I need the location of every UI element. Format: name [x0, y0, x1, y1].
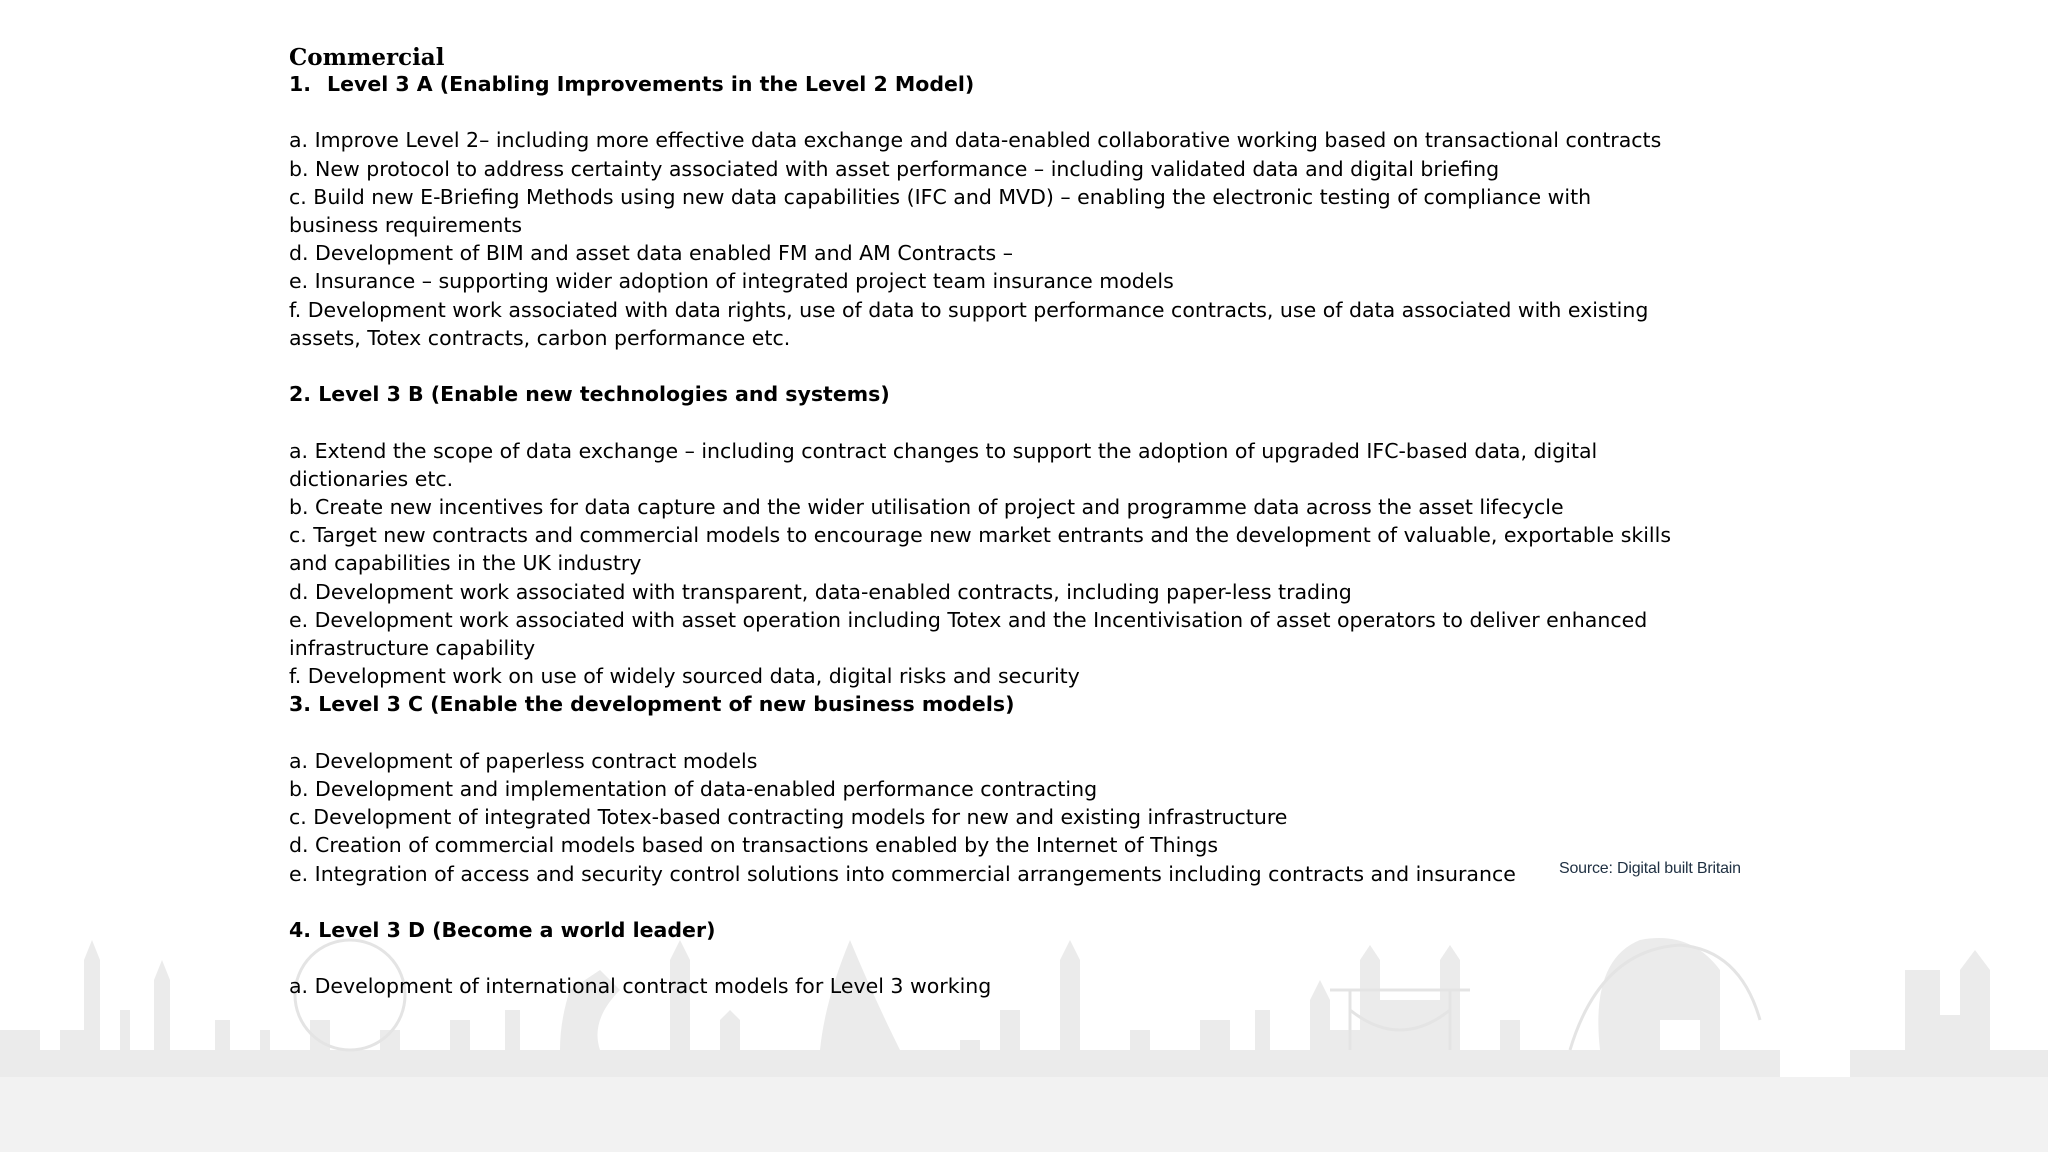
footer-band	[0, 1077, 2048, 1152]
list-item: a. Development of international contract models for Level 3 working	[289, 974, 992, 999]
spacer	[289, 408, 1629, 436]
list-item: d. Development of BIM and asset data enabled FM and AM Contracts –	[289, 241, 1013, 266]
list-item: b. Create new incentives for data capture and the wider utilisation of project and programme data across the asset lifecycle	[289, 495, 1564, 519]
list-item: a. Extend the scope of data exchange – including contract changes to support the adoption of upgraded IFC-based data, digital	[289, 438, 1598, 463]
section-heading-4: 4. Level 3 D (Become a world leader)	[289, 918, 716, 943]
section-heading-2: 2. Level 3 B (Enable new technologies and systems)	[289, 382, 890, 407]
spacer	[289, 98, 1629, 126]
list-item: and capabilities in the UK industry	[289, 551, 642, 576]
page-title: Commercial	[289, 44, 445, 71]
source-note: Source: Digital built Britain	[1559, 860, 1741, 877]
spacer	[289, 888, 1629, 916]
list-item: e. Integration of access and security control solutions into commercial arrangements including contracts and insurance	[289, 861, 1516, 886]
list-item: dictionaries etc.	[289, 466, 454, 491]
list-item: d. Creation of commercial models based on transactions enabled by the Internet of Things	[289, 833, 1219, 858]
list-item: d. Development work associated with transparent, data-enabled contracts, including paper-less trading	[289, 579, 1352, 604]
list-item: a. Development of paperless contract models	[289, 748, 758, 773]
list-item: e. Development work associated with asset operation including Totex and the Incentivisation of asset operators to deliver enhanced	[289, 607, 1648, 632]
list-item: a. Improve Level 2– including more effective data exchange and data-enabled collaborative working based on transactional contracts	[289, 128, 1662, 153]
section-heading-text-1: Level 3 A (Enabling Improvements in the Level 2 Model)	[327, 72, 975, 96]
list-item: b. New protocol to address certainty associated with asset performance – including validated data and digital briefing	[289, 156, 1500, 181]
list-item: c. Development of integrated Totex-based contracting models for new and existing infrastructure	[289, 805, 1288, 830]
list-item: f. Development work associated with data rights, use of data to support performance contracts, use of data associated with existing	[289, 297, 1649, 322]
section-heading-1	[289, 70, 1629, 98]
spacer	[289, 719, 1629, 747]
spacer	[289, 352, 1629, 380]
list-item: business requirements	[289, 213, 523, 237]
section-heading-3: 3. Level 3 C (Enable the development of new business models)	[289, 692, 1015, 717]
spacer	[289, 944, 1629, 972]
list-item: f. Development work on use of widely sourced data, digital risks and security	[289, 664, 1080, 689]
section-number-1: 1.	[289, 72, 312, 96]
list-item: e. Insurance – supporting wider adoption of integrated project team insurance models	[289, 269, 1174, 294]
list-item: c. Target new contracts and commercial models to encourage new market entrants and the development of valuable, exportable skills	[289, 523, 1672, 548]
list-item: c. Build new E-Briefing Methods using new data capabilities (IFC and MVD) – enabling the electronic testing of compliance with	[289, 184, 1592, 209]
list-item: infrastructure capability	[289, 636, 536, 661]
list-item: assets, Totex contracts, carbon performance etc.	[289, 325, 791, 350]
list-item: b. Development and implementation of data-enabled performance contracting	[289, 777, 1098, 802]
